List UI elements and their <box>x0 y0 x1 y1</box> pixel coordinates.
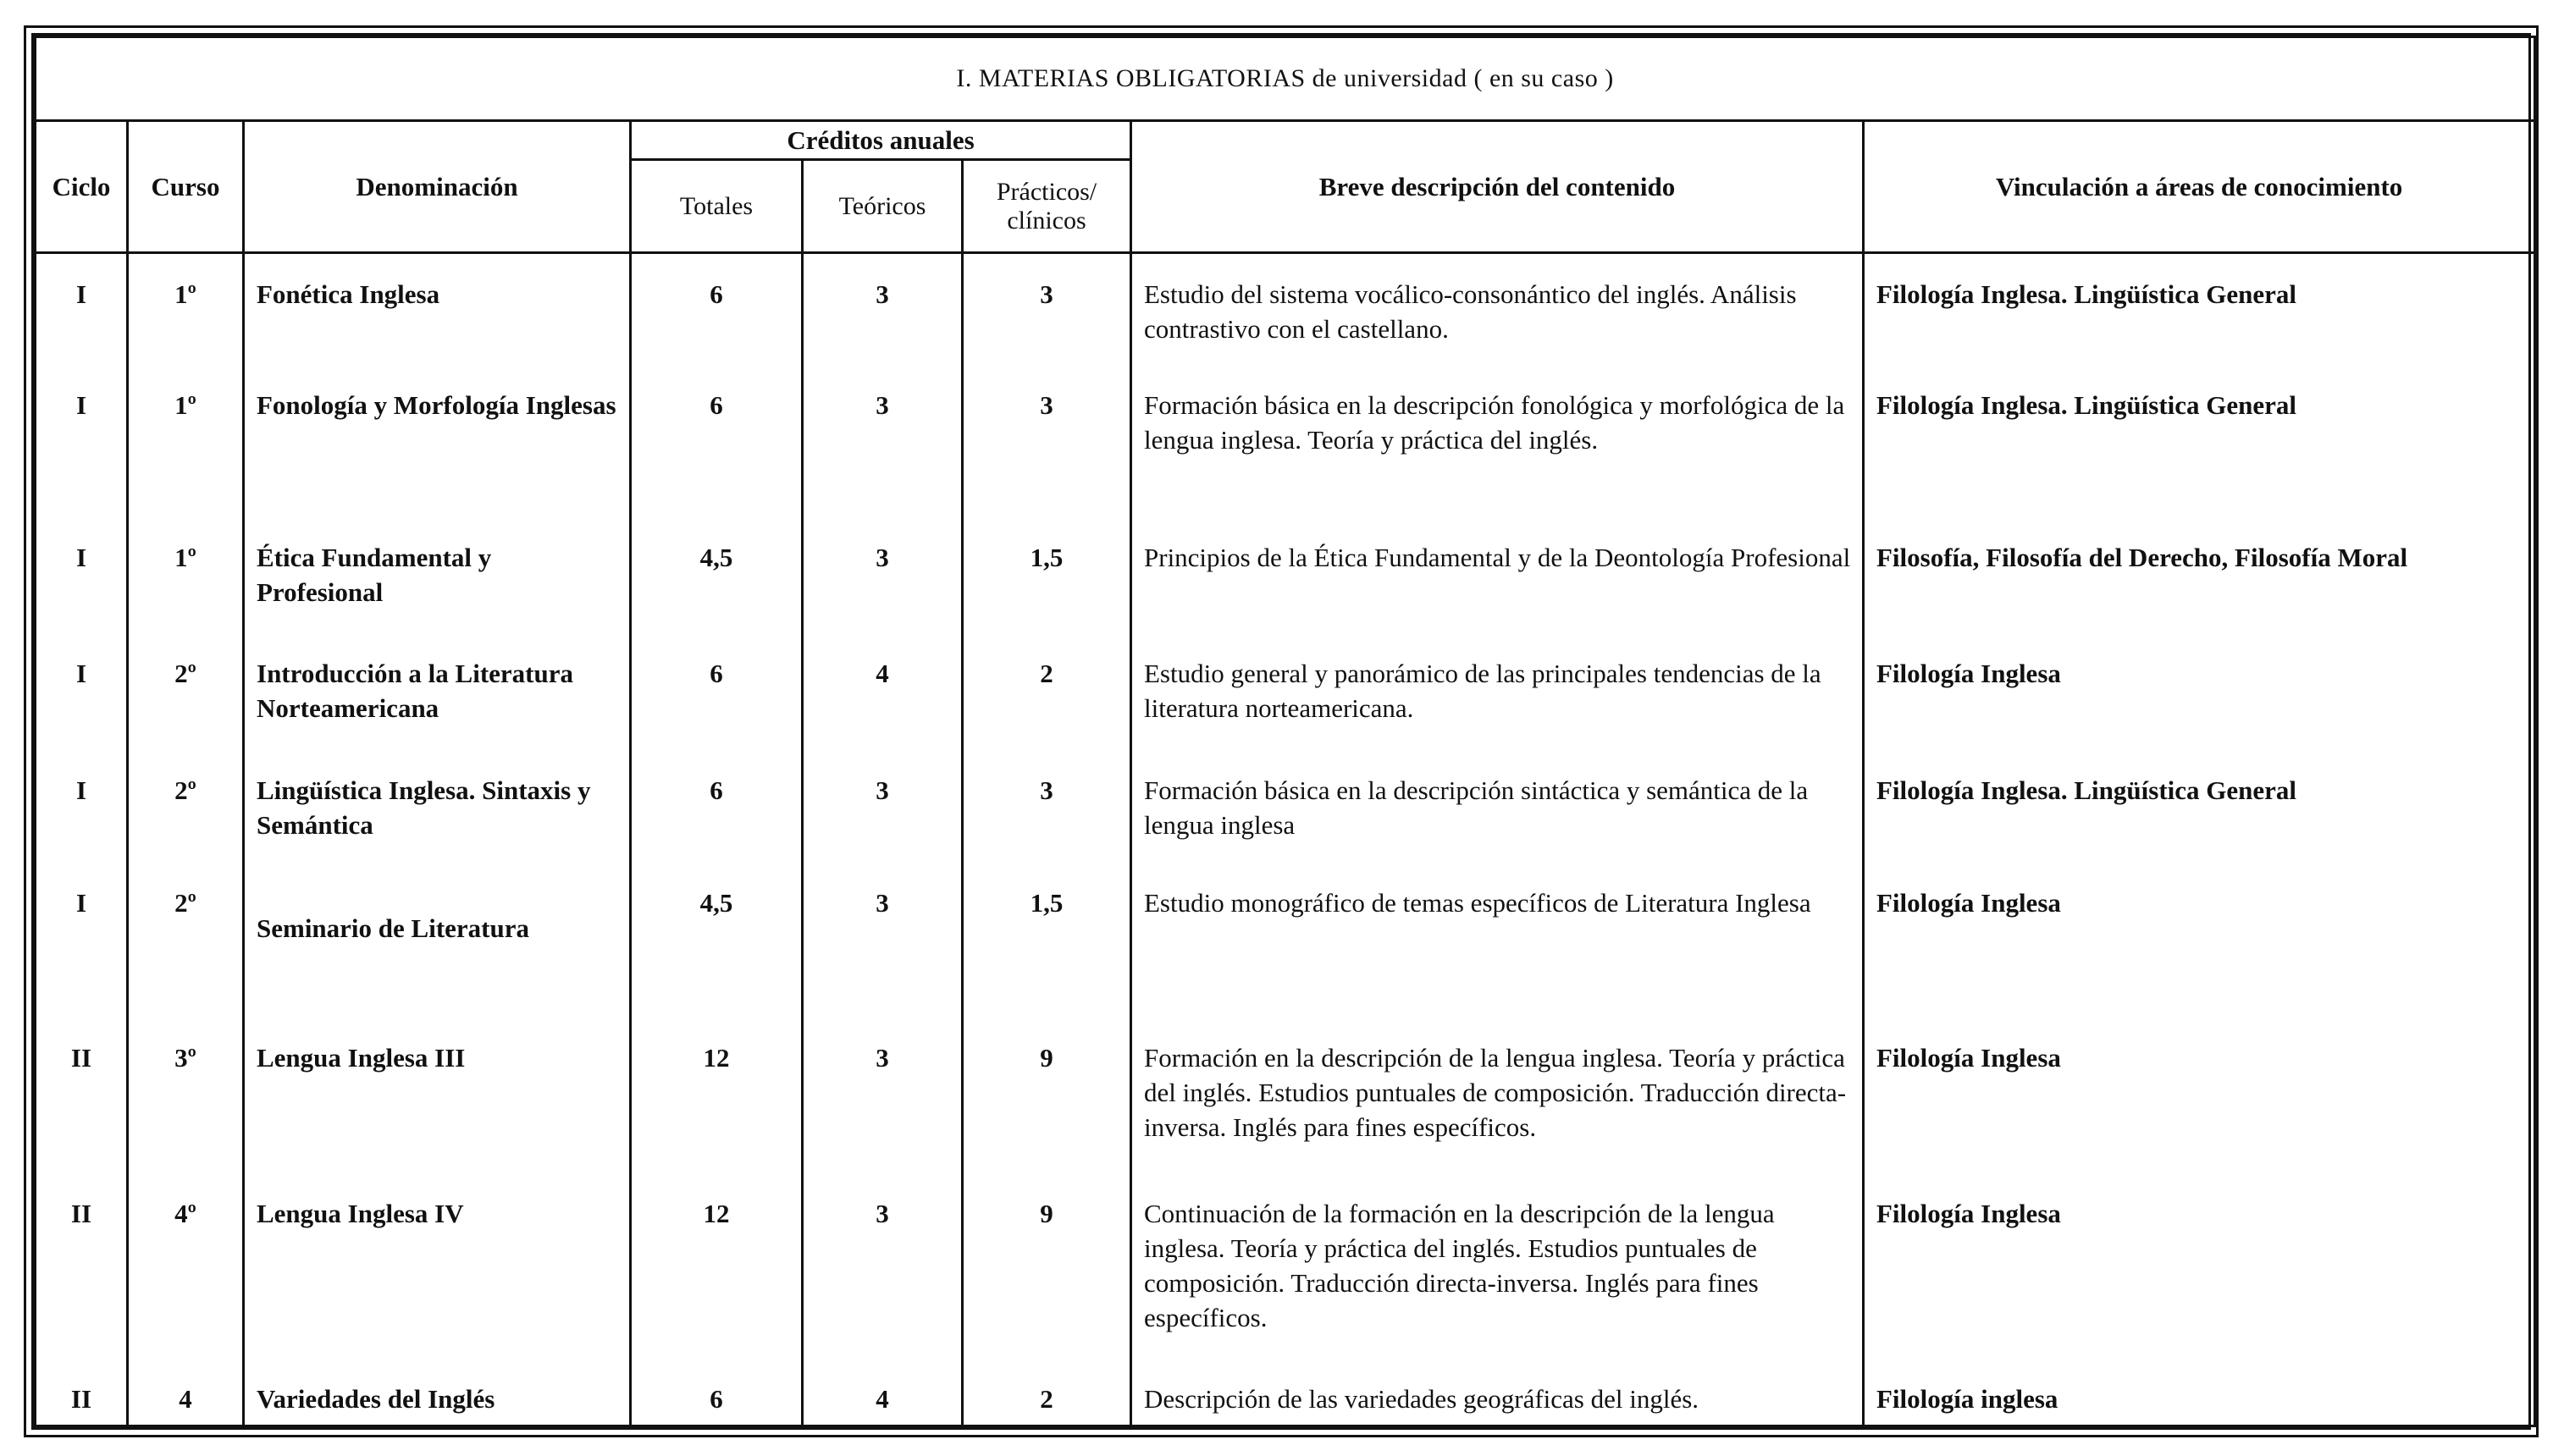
cell-curso: 2º <box>128 750 244 863</box>
cell-practicos: 9 <box>963 1173 1131 1359</box>
table-title: I. MATERIAS OBLIGATORIAS de universidad ( en su caso ) <box>36 37 2535 121</box>
cell-totales: 12 <box>631 1018 803 1173</box>
cell-denominacion: Lengua Inglesa III <box>244 1018 631 1173</box>
cell-totales: 12 <box>631 1173 803 1359</box>
cell-practicos: 9 <box>963 1018 1131 1173</box>
cell-ciclo: I <box>36 517 128 633</box>
document-frame <box>24 25 2539 1437</box>
cell-denominacion: Introducción a la Literatura Norteamericana <box>244 633 631 750</box>
header-practicos: Prácticos/ clínicos <box>963 160 1131 253</box>
table-row <box>36 253 2535 366</box>
table-row <box>36 750 2535 863</box>
header-creditos-anuales: Créditos anuales <box>631 121 1131 160</box>
cell-vinculacion: Filología inglesa <box>1864 1359 2535 1426</box>
cell-descripcion: Estudio del sistema vocálico-consonántico del inglés. Análisis contrastivo con el castellano. <box>1131 253 1864 366</box>
header-teoricos: Teóricos <box>803 160 963 253</box>
cell-vinculacion: Filología Inglesa. Lingüística General <box>1864 253 2535 366</box>
cell-curso: 1º <box>128 517 244 633</box>
cell-ciclo: II <box>36 1173 128 1359</box>
table-row <box>36 517 2535 633</box>
cell-totales: 6 <box>631 365 803 517</box>
cell-teoricos: 3 <box>803 253 963 366</box>
cell-descripcion: Principios de la Ética Fundamental y de la Deontología Profesional <box>1131 517 1864 633</box>
cell-totales: 6 <box>631 633 803 750</box>
cell-vinculacion: Filología Inglesa <box>1864 1018 2535 1173</box>
header-denominacion: Denominación <box>244 121 631 253</box>
table-frame <box>31 33 2531 1430</box>
cell-practicos: 3 <box>963 365 1131 517</box>
cell-ciclo: I <box>36 365 128 517</box>
header-ciclo: Ciclo <box>36 121 128 253</box>
table-row <box>36 1173 2535 1359</box>
cell-teoricos: 3 <box>803 517 963 633</box>
cell-curso: 3º <box>128 1018 244 1173</box>
table-row <box>36 1018 2535 1173</box>
cell-practicos: 1,5 <box>963 517 1131 633</box>
cell-totales: 4,5 <box>631 863 803 1018</box>
cell-teoricos: 3 <box>803 365 963 517</box>
cell-totales: 6 <box>631 1359 803 1426</box>
table-row <box>36 1359 2535 1426</box>
cell-vinculacion: Filología Inglesa. Lingüística General <box>1864 750 2535 863</box>
cell-teoricos: 3 <box>803 1173 963 1359</box>
cell-ciclo: I <box>36 750 128 863</box>
cell-teoricos: 3 <box>803 1018 963 1173</box>
cell-curso: 1º <box>128 253 244 366</box>
cell-denominacion: Ética Fundamental y Profesional <box>244 517 631 633</box>
cell-descripcion: Continuación de la formación en la descripción de la lengua inglesa. Teoría y práctica del inglés. Estudios puntuales de composición. Traducción directa-inversa. Inglés para fines específicos. <box>1131 1173 1864 1359</box>
cell-denominacion: Lengua Inglesa IV <box>244 1173 631 1359</box>
cell-curso: 2º <box>128 633 244 750</box>
cell-totales: 6 <box>631 253 803 366</box>
cell-practicos: 1,5 <box>963 863 1131 1018</box>
cell-practicos: 2 <box>963 1359 1131 1426</box>
cell-denominacion: Lingüística Inglesa. Sintaxis y Semántica <box>244 750 631 863</box>
cell-teoricos: 4 <box>803 633 963 750</box>
cell-ciclo: I <box>36 863 128 1018</box>
cell-vinculacion: Filosofía, Filosofía del Derecho, Filosofía Moral <box>1864 517 2535 633</box>
cell-practicos: 3 <box>963 750 1131 863</box>
cell-ciclo: I <box>36 633 128 750</box>
cell-curso: 4º <box>128 1173 244 1359</box>
header-curso: Curso <box>128 121 244 253</box>
cell-descripcion: Estudio general y panorámico de las principales tendencias de la literatura norteamericana. <box>1131 633 1864 750</box>
cell-descripcion: Formación básica en la descripción fonológica y morfológica de la lengua inglesa. Teoría y práctica del inglés. <box>1131 365 1864 517</box>
table-row <box>36 863 2535 1018</box>
cell-curso: 4 <box>128 1359 244 1426</box>
cell-descripcion: Formación en la descripción de la lengua inglesa. Teoría y práctica del inglés. Estudios puntuales de composición. Traducción directa-inversa. Inglés para fines específicos. <box>1131 1018 1864 1173</box>
cell-curso: 2º <box>128 863 244 1018</box>
table-row <box>36 633 2535 750</box>
cell-denominacion: Variedades del Inglés <box>244 1359 631 1426</box>
cell-descripcion: Descripción de las variedades geográficas del inglés. <box>1131 1359 1864 1426</box>
cell-practicos: 2 <box>963 633 1131 750</box>
cell-descripcion: Estudio monográfico de temas específicos de Literatura Inglesa <box>1131 863 1864 1018</box>
cell-teoricos: 4 <box>803 1359 963 1426</box>
cell-totales: 4,5 <box>631 517 803 633</box>
cell-teoricos: 3 <box>803 863 963 1018</box>
cell-vinculacion: Filología Inglesa <box>1864 863 2535 1018</box>
header-vinculacion: Vinculación a áreas de conocimiento <box>1864 121 2535 253</box>
header-descripcion: Breve descripción del contenido <box>1131 121 1864 253</box>
cell-vinculacion: Filología Inglesa <box>1864 1173 2535 1359</box>
cell-totales: 6 <box>631 750 803 863</box>
cell-vinculacion: Filología Inglesa. Lingüística General <box>1864 365 2535 517</box>
subjects-table <box>34 36 2536 1427</box>
table-row <box>36 365 2535 517</box>
cell-teoricos: 3 <box>803 750 963 863</box>
cell-descripcion: Formación básica en la descripción sintáctica y semántica de la lengua inglesa <box>1131 750 1864 863</box>
cell-ciclo: II <box>36 1018 128 1173</box>
cell-vinculacion: Filología Inglesa <box>1864 633 2535 750</box>
cell-denominacion: Fonética Inglesa <box>244 253 631 366</box>
cell-curso: 1º <box>128 365 244 517</box>
cell-practicos: 3 <box>963 253 1131 366</box>
cell-denominacion: Seminario de Literatura <box>244 863 631 1018</box>
cell-ciclo: I <box>36 253 128 366</box>
cell-ciclo: II <box>36 1359 128 1426</box>
cell-denominacion: Fonología y Morfología Inglesas <box>244 365 631 517</box>
header-totales: Totales <box>631 160 803 253</box>
